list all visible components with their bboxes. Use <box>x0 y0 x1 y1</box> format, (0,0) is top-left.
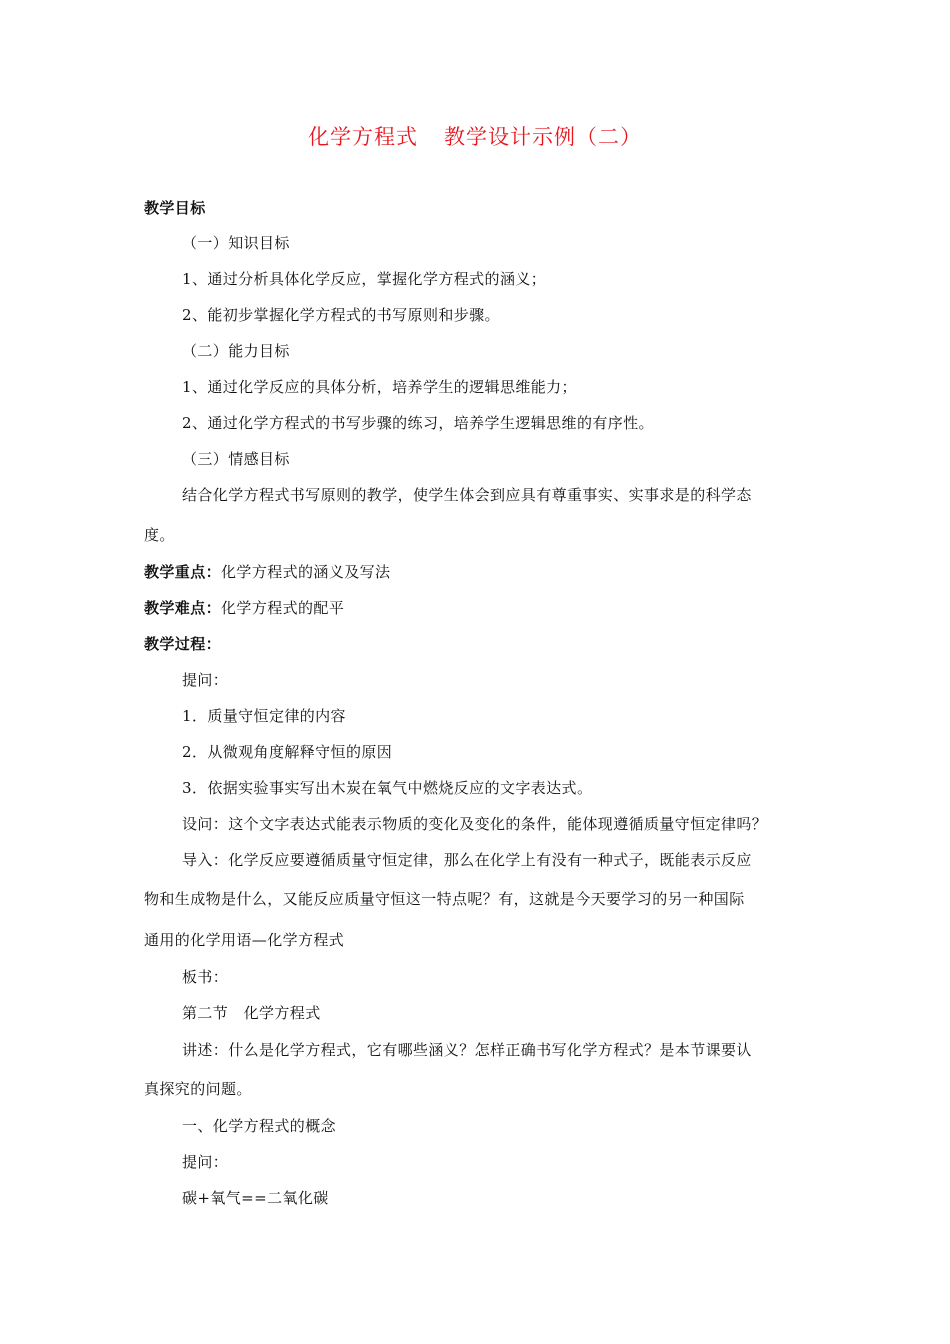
knowledge-heading: （一）知识目标 <box>182 234 290 252</box>
key-point-label: 教学重点： <box>144 563 222 581</box>
intro-text: 导入：化学反应要遵循质量守恒定律，那么在化学上有没有一种式子，既能表示反应 <box>182 851 752 869</box>
narration-text-cont: 真探究的问题。 <box>144 1080 252 1098</box>
process-heading: 教学过程： <box>144 635 222 653</box>
objectives-heading: 教学目标 <box>144 199 206 217</box>
concept-heading: 一、化学方程式的概念 <box>182 1117 337 1135</box>
emotion-text-cont: 度。 <box>144 526 175 544</box>
ability-item: 2、通过化学方程式的书写步骤的练习，培养学生逻辑思维的有序性。 <box>182 414 654 432</box>
difficulty-text: 化学方程式的配平 <box>221 599 345 617</box>
section-title: 第二节 化学方程式 <box>182 1004 321 1022</box>
ability-heading: （二）能力目标 <box>182 342 290 360</box>
difficulty-label: 教学难点： <box>144 599 222 617</box>
intro-text-cont: 通用的化学用语—化学方程式 <box>144 931 345 949</box>
narration-text: 讲述：什么是化学方程式，它有哪些涵义？怎样正确书写化学方程式？是本节课要认 <box>182 1041 752 1059</box>
intro-text-cont: 物和生成物是什么，又能反应质量守恒这一特点呢？有，这就是今天要学习的另一种国际 <box>144 890 745 908</box>
question-item: 3．依据实验事实写出木炭在氧气中燃烧反应的文字表达式。 <box>182 779 593 797</box>
key-point <box>144 562 390 582</box>
ask-label: 提问： <box>182 671 229 689</box>
key-point-text: 化学方程式的涵义及写法 <box>221 563 391 581</box>
ask-label-2: 提问： <box>182 1153 229 1171</box>
ability-item: 1、通过化学反应的具体分析，培养学生的逻辑思维能力； <box>182 378 577 396</box>
title-right: 教学设计示例（二） <box>444 125 642 149</box>
page-title <box>0 121 950 151</box>
question-item: 1．质量守恒定律的内容 <box>182 707 346 725</box>
emotion-text: 结合化学方程式书写原则的教学，使学生体会到应具有尊重事实、实事求是的科学态 <box>182 486 752 504</box>
setup-question: 设问：这个文字表达式能表示物质的变化及变化的条件，能体现遵循质量守恒定律吗？ <box>182 815 768 833</box>
knowledge-item: 1、通过分析具体化学反应，掌握化学方程式的涵义； <box>182 270 547 288</box>
emotion-heading: （三）情感目标 <box>182 450 290 468</box>
knowledge-item: 2、能初步掌握化学方程式的书写原则和步骤。 <box>182 306 500 324</box>
difficulty <box>144 598 344 618</box>
word-equation: 碳+氧气==二氧化碳 <box>182 1189 329 1207</box>
board-label: 板书： <box>182 968 229 986</box>
question-item: 2．从微观角度解释守恒的原因 <box>182 743 393 761</box>
title-left: 化学方程式 <box>308 125 418 149</box>
